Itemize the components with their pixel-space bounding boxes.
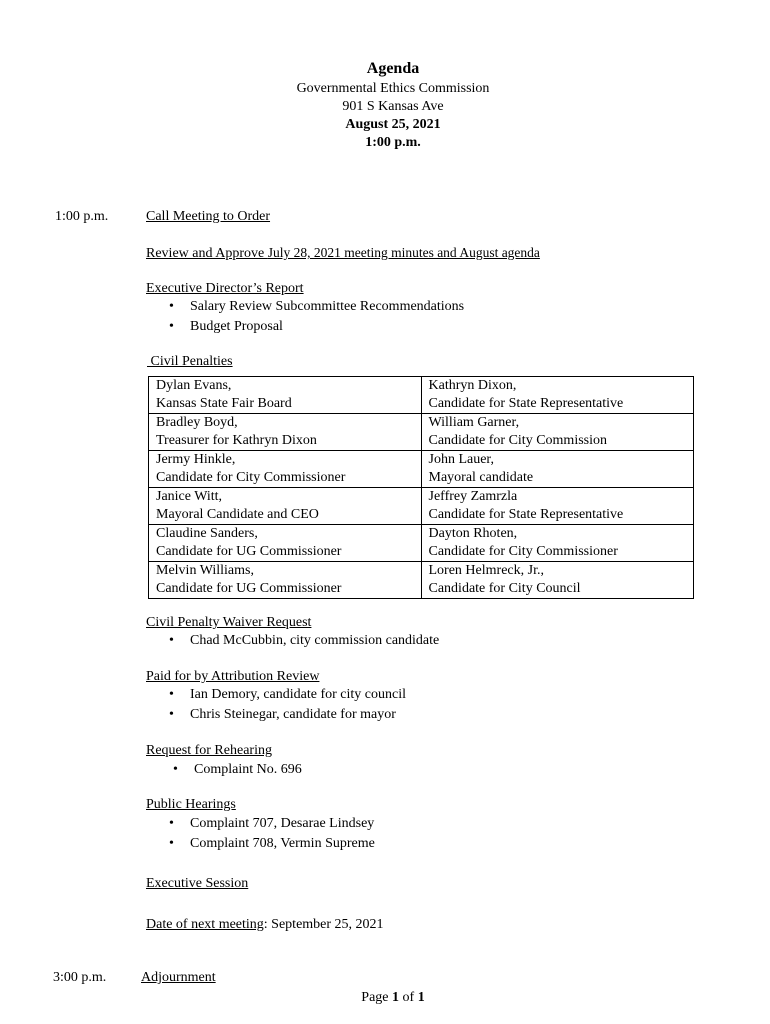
- penalty-name: Dayton Rhoten,: [428, 526, 518, 541]
- penalty-name: Dylan Evans,: [156, 378, 232, 393]
- penalty-role: Candidate for City Commissioner: [428, 544, 618, 559]
- waiver-list: [190, 631, 439, 651]
- next-meeting-date: : September 25, 2021: [263, 917, 384, 932]
- penalty-role: Candidate for UG Commissioner: [156, 544, 342, 559]
- organization-name: Governmental Ethics Commission: [296, 81, 490, 96]
- waiver-heading: Civil Penalty Waiver Request: [146, 615, 312, 630]
- list-item: • Ian Demory, candidate for city council: [190, 685, 406, 705]
- penalty-name: Jeffrey Zamrzla: [428, 489, 518, 504]
- table-row: [149, 377, 694, 414]
- penalty-role: Candidate for City Commission: [428, 433, 607, 448]
- civil-penalties-heading: [147, 353, 233, 371]
- penalty-role: Mayoral Candidate and CEO: [156, 507, 319, 522]
- meeting-time: 1:00 p.m.: [365, 135, 421, 150]
- penalty-name: Bradley Boyd,: [156, 415, 238, 430]
- page-title: Agenda: [366, 60, 420, 77]
- penalty-role: Candidate for City Council: [428, 581, 581, 596]
- review-prefix: Review and Approve: [146, 246, 268, 261]
- penalty-name: Kathryn Dixon,: [428, 378, 517, 393]
- page-word: Page: [361, 990, 393, 1005]
- civil-penalties-label: Civil Penalties: [150, 354, 233, 369]
- rehearing-heading: Request for Rehearing: [146, 743, 272, 758]
- table-cell: [149, 562, 422, 599]
- directors-report-heading: Executive Director’s Report: [146, 281, 304, 296]
- hearings-heading: Public Hearings: [146, 797, 236, 812]
- address: 901 S Kansas Ave: [342, 99, 444, 114]
- hearings-list: [190, 814, 375, 853]
- penalty-name: William Garner,: [428, 415, 520, 430]
- table-row: [149, 414, 694, 451]
- table-cell: [149, 414, 422, 451]
- list-item: • Budget Proposal: [190, 317, 464, 337]
- adjournment: Adjournment: [141, 970, 216, 985]
- table-row: [149, 488, 694, 525]
- review-rest: July 28, 2021 meeting minutes and August agenda: [267, 245, 540, 260]
- call-to-order: Call Meeting to Order: [146, 209, 271, 224]
- directors-report-list: [190, 297, 464, 336]
- rehearing-list: [194, 760, 302, 780]
- list-item: • Complaint 707, Desarae Lindsey: [190, 814, 375, 834]
- table-cell: [421, 414, 694, 451]
- table-cell: [421, 562, 694, 599]
- penalty-role: Candidate for State Representative: [428, 396, 624, 411]
- table-row: [149, 525, 694, 562]
- table-cell: [421, 451, 694, 488]
- list-item: • Chris Steinegar, candidate for mayor: [190, 705, 406, 725]
- table-cell: [421, 377, 694, 414]
- penalty-role: Candidate for City Commissioner: [156, 470, 346, 485]
- penalty-role: Candidate for UG Commissioner: [156, 581, 342, 596]
- penalty-name: Claudine Sanders,: [156, 526, 258, 541]
- penalty-name: Jermy Hinkle,: [156, 452, 236, 467]
- list-item: • Complaint 708, Vermin Supreme: [190, 834, 375, 854]
- penalty-role: Kansas State Fair Board: [156, 396, 292, 411]
- page-number: 1: [392, 990, 400, 1005]
- page-footer: [0, 989, 770, 1007]
- table-cell: [149, 377, 422, 414]
- list-item: • Salary Review Subcommittee Recommendations: [190, 297, 464, 317]
- attribution-heading: Paid for by Attribution Review: [146, 669, 320, 684]
- penalty-name: Melvin Williams,: [156, 563, 254, 578]
- page-total: 1: [417, 990, 425, 1005]
- next-meeting-label: Date of next meeting: [146, 917, 264, 932]
- table-cell: [421, 488, 694, 525]
- list-item: • Chad McCubbin, city commission candidate: [190, 631, 439, 651]
- civil-penalties-table: [148, 376, 694, 599]
- penalty-name: John Lauer,: [428, 452, 495, 467]
- executive-session: Executive Session: [146, 876, 249, 891]
- table-cell: [421, 525, 694, 562]
- attribution-list: [190, 685, 406, 724]
- next-meeting: [146, 916, 384, 934]
- table-row: [149, 562, 694, 599]
- penalty-role: Mayoral candidate: [428, 470, 534, 485]
- table-row: [149, 451, 694, 488]
- of-word: of: [399, 990, 418, 1005]
- end-time: 3:00 p.m.: [53, 970, 107, 985]
- table-cell: [149, 488, 422, 525]
- penalty-role: Candidate for State Representative: [428, 507, 624, 522]
- table-cell: [149, 525, 422, 562]
- list-item: • Complaint No. 696: [194, 760, 302, 780]
- table-cell: [149, 451, 422, 488]
- meeting-date: August 25, 2021: [345, 117, 441, 132]
- start-time: 1:00 p.m.: [55, 209, 109, 224]
- penalty-name: Loren Helmreck, Jr.,: [428, 563, 544, 578]
- penalty-role: Treasurer for Kathryn Dixon: [156, 433, 317, 448]
- review-item: [146, 244, 540, 263]
- penalty-name: Janice Witt,: [156, 489, 223, 504]
